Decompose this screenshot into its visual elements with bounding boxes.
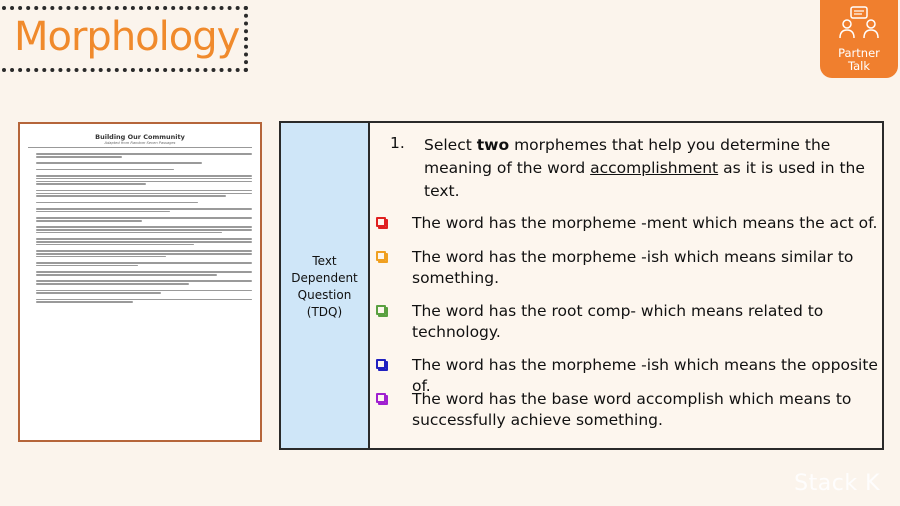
text-line	[36, 256, 166, 258]
text-line	[36, 238, 252, 240]
watermark: Stack K	[794, 471, 880, 496]
text-line	[36, 178, 252, 180]
text-line	[36, 265, 138, 267]
paragraph-number-marker	[28, 237, 36, 247]
checkbox-icon[interactable]	[376, 305, 386, 315]
tdq-line-1: Text	[312, 254, 337, 268]
checkbox-icon[interactable]	[376, 393, 386, 403]
passage-subtitle: Adapted from Random Seven Passages	[28, 141, 252, 148]
passage-paragraph	[28, 207, 252, 214]
paragraph-number-marker	[28, 200, 36, 204]
paragraph-number-marker	[28, 161, 36, 165]
passage-paragraph	[28, 161, 252, 165]
text-line	[36, 162, 202, 164]
text-line	[36, 283, 189, 285]
text-line	[36, 271, 252, 273]
text-line	[36, 274, 217, 276]
passage-paragraph	[28, 225, 252, 235]
question-number: 1.	[390, 134, 405, 152]
paragraph-number-marker	[28, 152, 36, 159]
paragraph-number-marker	[28, 270, 36, 277]
tdq-cell	[281, 123, 370, 448]
reading-passage-thumbnail	[18, 122, 262, 442]
passage-paragraph	[28, 174, 252, 186]
text-line	[36, 299, 252, 301]
text-line	[36, 280, 252, 282]
paragraph-number-marker	[28, 297, 36, 304]
passage-paragraph	[28, 237, 252, 247]
passage-paragraph	[28, 297, 252, 304]
option-text: The word has the base word accomplish which means to successfully achieve something.	[412, 390, 852, 429]
option-text: The word has the morpheme -ish which means similar to something.	[412, 248, 854, 287]
passage-paragraph	[28, 261, 252, 268]
page-title: Morphology	[14, 14, 240, 60]
passage-paragraph	[28, 168, 252, 172]
paragraph-number-marker	[28, 261, 36, 268]
text-line	[36, 156, 122, 158]
text-line	[36, 220, 142, 222]
tdq-line-2: Dependent	[291, 271, 358, 285]
paragraph-number-marker	[28, 168, 36, 172]
passage-paragraph	[28, 189, 252, 199]
paragraph-number-marker	[28, 174, 36, 186]
question-area	[372, 123, 882, 448]
passage-paragraph	[28, 249, 252, 259]
text-line	[36, 290, 252, 292]
text-line	[36, 153, 252, 155]
text-line	[36, 232, 222, 234]
paragraph-number-marker	[28, 249, 36, 259]
paragraph-number-marker	[28, 288, 36, 295]
partner-talk-icon	[838, 4, 880, 46]
text-line	[36, 169, 174, 171]
question-suffix: as it is used in the text.	[424, 159, 865, 200]
passage-title: Building Our Community	[95, 133, 185, 141]
text-line	[36, 244, 194, 246]
text-line	[36, 292, 161, 294]
passage-paragraph	[28, 216, 252, 223]
tdq-line-3: Question	[297, 288, 352, 302]
target-word: accomplishment	[590, 159, 719, 177]
question-table	[279, 121, 884, 450]
option-text: The word has the morpheme -ment which means the act of.	[412, 214, 878, 232]
text-line	[36, 175, 252, 177]
paragraph-number-marker	[28, 207, 36, 214]
checkbox-icon[interactable]	[376, 251, 386, 261]
passage-paragraph	[28, 200, 252, 204]
question-prefix: Select	[424, 136, 477, 154]
text-line	[36, 253, 252, 255]
text-line	[36, 181, 252, 183]
paragraph-number-marker	[28, 225, 36, 235]
tdq-line-4: (TDQ)	[306, 305, 343, 319]
text-line	[36, 208, 252, 210]
question-mid: morphemes that help you determine the meaning of the word	[424, 136, 831, 177]
text-line	[36, 250, 252, 252]
text-line	[36, 183, 146, 185]
text-line	[36, 301, 133, 303]
checkbox-icon[interactable]	[376, 217, 386, 227]
text-line	[36, 193, 252, 195]
passage-paragraph	[28, 288, 252, 295]
text-line	[36, 241, 252, 243]
text-line	[36, 217, 252, 219]
option-text: The word has the morpheme -ish which means the opposite of.	[412, 356, 878, 395]
paragraph-number-marker	[28, 216, 36, 223]
text-line	[36, 211, 170, 213]
text-line	[36, 226, 252, 228]
text-line	[36, 202, 198, 204]
question-text	[424, 134, 884, 203]
text-line	[36, 195, 226, 197]
passage-paragraph	[28, 279, 252, 286]
text-line	[36, 190, 252, 192]
passage-paragraph	[28, 152, 252, 159]
paragraph-number-marker	[28, 189, 36, 199]
partner-talk-badge	[820, 0, 898, 78]
passage-paragraph	[28, 270, 252, 277]
talk-label: Talk	[847, 59, 871, 73]
text-line	[36, 229, 252, 231]
partner-label: Partner	[838, 46, 880, 60]
passage-body	[28, 152, 252, 304]
text-line	[36, 262, 252, 264]
paragraph-number-marker	[28, 279, 36, 286]
option-text: The word has the root comp- which means related to technology.	[412, 302, 824, 341]
question-bold-word: two	[476, 136, 510, 154]
checkbox-icon[interactable]	[376, 359, 386, 369]
